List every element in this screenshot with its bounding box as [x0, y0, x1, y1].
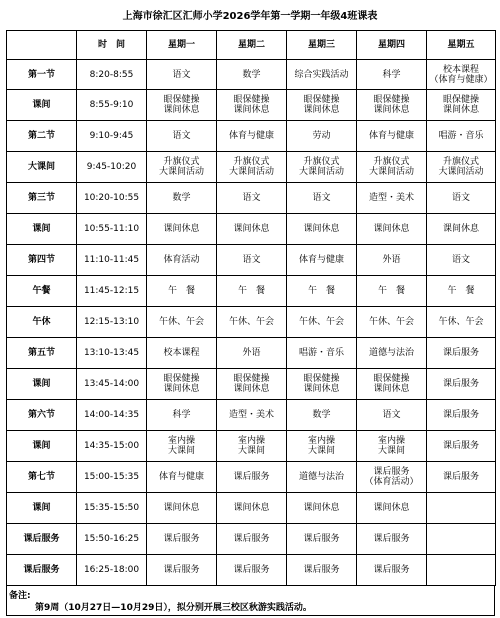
class-cell: 语文	[147, 60, 217, 90]
period-cell: 第五节	[7, 338, 77, 369]
class-cell: 午 餐	[147, 276, 217, 307]
class-cell	[427, 555, 496, 586]
period-cell: 课后服务	[7, 524, 77, 555]
class-cell: 升旗仪式 大课间活动	[147, 152, 217, 183]
class-cell: 眼保健操 课间休息	[357, 369, 427, 400]
header-row	[7, 31, 496, 60]
class-cell: 综合实践活动	[287, 60, 357, 90]
period-cell: 大课间	[7, 152, 77, 183]
class-cell: 体育活动	[147, 245, 217, 276]
header-day: 星期二	[217, 31, 287, 60]
class-cell: 语文	[217, 183, 287, 214]
class-cell: 造型・美术	[357, 183, 427, 214]
time-cell: 12:15-13:10	[77, 307, 147, 338]
class-cell: 唱游・音乐	[287, 338, 357, 369]
schedule-row	[7, 369, 496, 400]
class-cell: 课后服务	[357, 524, 427, 555]
period-cell: 第四节	[7, 245, 77, 276]
class-cell: 语文	[427, 245, 496, 276]
class-cell: 午休、午会	[357, 307, 427, 338]
schedule-row	[7, 90, 496, 121]
class-cell: 唱游・音乐	[427, 121, 496, 152]
class-cell: 道德与法治	[357, 338, 427, 369]
timetable	[6, 30, 496, 586]
class-cell: 室内操 大课间	[357, 431, 427, 462]
class-cell: 课间休息	[217, 493, 287, 524]
class-cell: 课间休息	[217, 214, 287, 245]
class-cell: 语文	[357, 400, 427, 431]
class-cell: 眼保健操 课间休息	[217, 90, 287, 121]
class-cell: 科学	[357, 60, 427, 90]
class-cell: 课后服务	[217, 462, 287, 493]
period-cell: 课间	[7, 90, 77, 121]
period-cell: 第三节	[7, 183, 77, 214]
notes-text: 第9周（10月27日—10月29日），拟分别开展三校区秋游实践活动。	[35, 603, 312, 613]
period-cell: 课后服务	[7, 555, 77, 586]
notes-label: 备注:	[9, 591, 31, 601]
class-cell: 眼保健操 课间休息	[217, 369, 287, 400]
schedule-row	[7, 524, 496, 555]
page-title: 上海市徐汇区汇师小学2026学年第一学期一年级4班课表	[122, 11, 378, 22]
class-cell: 课间休息	[147, 214, 217, 245]
class-cell: 语文	[147, 121, 217, 152]
schedule-row	[7, 183, 496, 214]
time-cell: 9:10-9:45	[77, 121, 147, 152]
class-cell: 课后服务	[287, 524, 357, 555]
period-cell: 课间	[7, 214, 77, 245]
notes-section	[6, 585, 495, 616]
class-cell: 课后服务	[427, 369, 496, 400]
time-cell: 15:35-15:50	[77, 493, 147, 524]
schedule-row	[7, 338, 496, 369]
class-cell: 午休、午会	[287, 307, 357, 338]
schedule-row	[7, 60, 496, 90]
class-cell: 午 餐	[357, 276, 427, 307]
class-cell: 课间休息	[357, 214, 427, 245]
class-cell: 科学	[147, 400, 217, 431]
time-cell: 13:10-13:45	[77, 338, 147, 369]
class-cell: 眼保健操 课间休息	[147, 369, 217, 400]
header-day: 星期三	[287, 31, 357, 60]
class-cell	[427, 524, 496, 555]
time-cell: 8:55-9:10	[77, 90, 147, 121]
class-cell: 数学	[217, 60, 287, 90]
header-day: 星期四	[357, 31, 427, 60]
class-cell: 课间休息	[287, 493, 357, 524]
time-cell: 14:00-14:35	[77, 400, 147, 431]
class-cell: 午休、午会	[147, 307, 217, 338]
class-cell: 体育与健康	[147, 462, 217, 493]
class-cell: 眼保健操 课间休息	[147, 90, 217, 121]
time-cell: 10:20-10:55	[77, 183, 147, 214]
class-cell: 课后服务	[427, 462, 496, 493]
class-cell: 课间休息	[287, 214, 357, 245]
class-cell: 课后服务	[427, 338, 496, 369]
time-cell: 15:50-16:25	[77, 524, 147, 555]
class-cell: 午 餐	[287, 276, 357, 307]
class-cell: 劳动	[287, 121, 357, 152]
class-cell: 课后服务 （体育活动）	[357, 462, 427, 493]
header-day: 星期一	[147, 31, 217, 60]
class-cell: 体育与健康	[287, 245, 357, 276]
time-cell: 10:55-11:10	[77, 214, 147, 245]
period-cell: 午餐	[7, 276, 77, 307]
class-cell: 体育与健康	[217, 121, 287, 152]
period-cell: 课间	[7, 493, 77, 524]
class-cell: 数学	[287, 400, 357, 431]
schedule-row	[7, 307, 496, 338]
schedule-row	[7, 555, 496, 586]
time-cell: 16:25-18:00	[77, 555, 147, 586]
period-cell: 第七节	[7, 462, 77, 493]
period-cell: 课间	[7, 431, 77, 462]
class-cell: 课间休息	[427, 214, 496, 245]
class-cell: 升旗仪式 大课间活动	[427, 152, 496, 183]
class-cell: 道德与法治	[287, 462, 357, 493]
header-corner	[7, 31, 77, 60]
class-cell: 室内操 大课间	[217, 431, 287, 462]
class-cell: 课后服务	[287, 555, 357, 586]
class-cell: 课后服务	[357, 555, 427, 586]
class-cell: 数学	[147, 183, 217, 214]
schedule-row	[7, 245, 496, 276]
time-cell: 15:00-15:35	[77, 462, 147, 493]
time-cell: 9:45-10:20	[77, 152, 147, 183]
class-cell: 眼保健操 课间休息	[357, 90, 427, 121]
class-cell: 午休、午会	[217, 307, 287, 338]
period-cell: 午休	[7, 307, 77, 338]
time-cell: 14:35-15:00	[77, 431, 147, 462]
class-cell: 外语	[217, 338, 287, 369]
class-cell: 室内操 大课间	[287, 431, 357, 462]
class-cell: 室内操 大课间	[147, 431, 217, 462]
schedule-row	[7, 121, 496, 152]
class-cell: 眼保健操 课间休息	[427, 90, 496, 121]
time-cell: 11:10-11:45	[77, 245, 147, 276]
class-cell: 午 餐	[427, 276, 496, 307]
header-time: 时 间	[77, 31, 147, 60]
class-cell	[427, 493, 496, 524]
class-cell: 课间休息	[357, 493, 427, 524]
schedule-row	[7, 214, 496, 245]
class-cell: 语文	[427, 183, 496, 214]
class-cell: 午休、午会	[427, 307, 496, 338]
schedule-row	[7, 493, 496, 524]
time-cell: 13:45-14:00	[77, 369, 147, 400]
class-cell: 课后服务	[147, 524, 217, 555]
schedule-row	[7, 276, 496, 307]
class-cell: 课后服务	[427, 431, 496, 462]
class-cell: 课后服务	[217, 555, 287, 586]
class-cell: 体育与健康	[357, 121, 427, 152]
time-cell: 8:20-8:55	[77, 60, 147, 90]
period-cell: 第六节	[7, 400, 77, 431]
class-cell: 课后服务	[217, 524, 287, 555]
class-cell: 午 餐	[217, 276, 287, 307]
class-cell: 外语	[357, 245, 427, 276]
schedule-row	[7, 431, 496, 462]
schedule-row	[7, 152, 496, 183]
class-cell: 课后服务	[147, 555, 217, 586]
class-cell: 眼保健操 课间休息	[287, 369, 357, 400]
schedule-row	[7, 400, 496, 431]
header-day: 星期五	[427, 31, 496, 60]
class-cell: 语文	[217, 245, 287, 276]
class-cell: 眼保健操 课间休息	[287, 90, 357, 121]
class-cell: 语文	[287, 183, 357, 214]
time-cell: 11:45-12:15	[77, 276, 147, 307]
class-cell: 升旗仪式 大课间活动	[357, 152, 427, 183]
class-cell: 造型・美术	[217, 400, 287, 431]
period-cell: 课间	[7, 369, 77, 400]
period-cell: 第二节	[7, 121, 77, 152]
class-cell: 校本课程 （体育与健康）	[427, 60, 496, 90]
class-cell: 课后服务	[427, 400, 496, 431]
class-cell: 升旗仪式 大课间活动	[217, 152, 287, 183]
class-cell: 校本课程	[147, 338, 217, 369]
class-cell: 课间休息	[147, 493, 217, 524]
class-cell: 升旗仪式 大课间活动	[287, 152, 357, 183]
schedule-row	[7, 462, 496, 493]
period-cell: 第一节	[7, 60, 77, 90]
